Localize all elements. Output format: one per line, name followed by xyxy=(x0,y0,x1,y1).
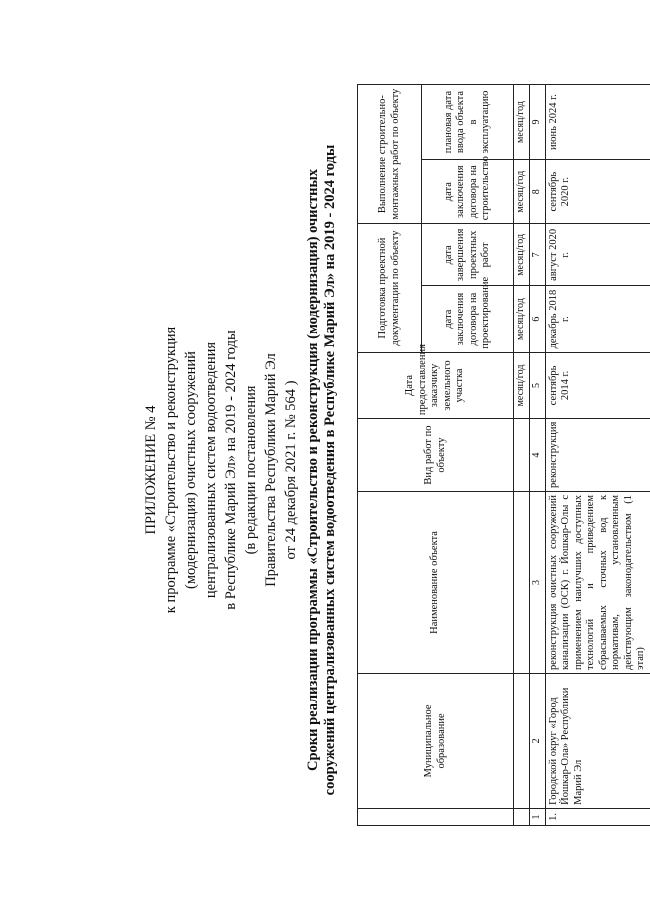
header-cell-num xyxy=(358,808,514,825)
row-municipality: Городской округ «Город Йошкар-Ола» Республики Марий Эл xyxy=(545,673,650,808)
appendix-line: Правительства Республики Марий Эл xyxy=(263,353,279,587)
unit-cell xyxy=(514,808,530,825)
header-municipality: Муниципальное образование xyxy=(358,673,514,808)
appendix-line: от 24 декабря 2021 г. № 564 ) xyxy=(283,380,299,560)
appendix-line: (модернизация) очистных сооружений xyxy=(183,351,199,589)
title-line: Сроки реализации программы «Строительство и реконструкция (модернизация) очистных xyxy=(305,168,321,772)
appendix-line: в Республике Марий Эл» на 2019 - 2024 годы xyxy=(223,330,239,610)
unit-label: месяц/год xyxy=(514,286,530,352)
appendix-header xyxy=(141,190,301,750)
document-title xyxy=(305,80,339,860)
column-number: 7 xyxy=(530,224,546,286)
row-object: реконструкция очистных сооружений канализации (ОСК) г. Йошкар-Олы с применением наилучших доступных технологий и приведением сбрасываемых сточных вод к нормативам, установленным действующим законодательством (1 этап) xyxy=(545,491,650,673)
unit-label: месяц/год xyxy=(514,352,530,418)
row-construction-contract: сентябрь 2020 г. xyxy=(545,160,650,224)
appendix-line: (в редакции постановления xyxy=(243,385,259,555)
column-number: 3 xyxy=(530,491,546,673)
unit-cell xyxy=(514,491,530,673)
column-number: 1 xyxy=(530,808,546,825)
header-commission-date: плановая дата ввода объекта в эксплуатацию xyxy=(422,85,514,160)
row-work-type: реконструкция xyxy=(545,419,650,492)
appendix-number: ПРИЛОЖЕНИЕ № 4 xyxy=(143,405,159,535)
header-design-group: Подготовка проектной документации по объекту xyxy=(358,224,422,352)
row-number: 1. xyxy=(545,808,650,825)
unit-label: месяц/год xyxy=(514,85,530,160)
row-land-date: сентябрь 2014 г. xyxy=(545,352,650,418)
unit-cell xyxy=(514,419,530,492)
column-number: 8 xyxy=(530,160,546,224)
header-object: Наименование объекта xyxy=(358,491,514,673)
unit-cell xyxy=(514,673,530,808)
header-work-type: Вид работ по объекту xyxy=(358,419,514,492)
unit-label: месяц/год xyxy=(514,224,530,286)
column-number: 2 xyxy=(530,673,546,808)
unit-label: месяц/год xyxy=(514,160,530,224)
row-commission-date: июнь 2024 г. xyxy=(545,85,650,160)
column-number: 6 xyxy=(530,286,546,352)
rotated-document-page xyxy=(111,80,646,860)
title-line: сооружений централизованных систем водоотведения в Республике Марий Эл» на 2019 - 2024 годы xyxy=(322,144,338,796)
appendix-line: централизованных систем водоотведения xyxy=(203,341,219,599)
schedule-table xyxy=(357,84,650,826)
column-number: 5 xyxy=(530,352,546,418)
header-design-end: дата завершения проектных работ xyxy=(422,224,514,286)
row-design-contract: декабрь 2018 г. xyxy=(545,286,650,352)
column-number: 4 xyxy=(530,419,546,492)
header-construction-contract: дата заключения договора на строительство xyxy=(422,160,514,224)
appendix-line: к программе «Строительство и реконструкция xyxy=(163,326,179,614)
table-row xyxy=(545,85,650,826)
header-construction-group: Выполнение строительно-монтажных работ по объекту xyxy=(358,85,422,224)
row-design-end: август 2020 г. xyxy=(545,224,650,286)
header-land-date: Дата предоставления заказчику земельного участка xyxy=(358,352,514,418)
header-design-contract: дата заключения договора на проектирование xyxy=(422,286,514,352)
column-number: 9 xyxy=(530,85,546,160)
